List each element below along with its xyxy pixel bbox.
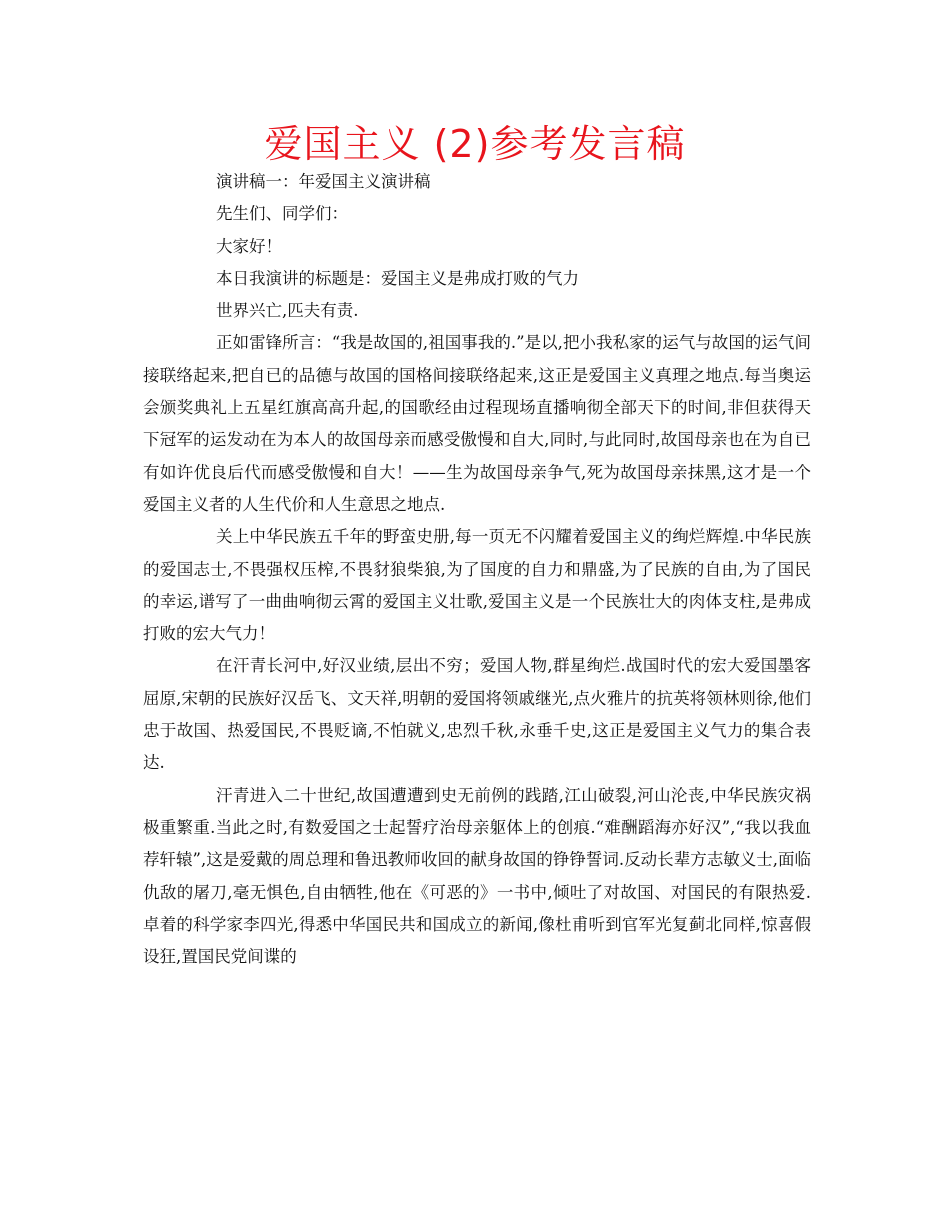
paragraph-greeting: 大家好！: [216, 236, 282, 256]
paragraph-body: 关上中华民族五千年的野蛮史册,每一页无不闪耀着爱国主义的绚烂辉煌.中华民族的爱国志士,不畏强权压榨,不畏豺狼柴狼,为了国度的自力和鼎盛,为了民族的自由,为了国民的幸运,谱写了一曲曲响彻云霄的爱国主义壮歌,爱国主义是一个民族壮大的肉体支柱,是弗成打败的宏大气力！: [143, 527, 811, 644]
paragraph-speech-heading: 演讲稿一：年爱国主义演讲稿: [216, 172, 431, 191]
paragraph-motto: 世界兴亡,匹夫有责.: [216, 301, 359, 321]
paragraph-salutation: 先生们、同学们：: [216, 204, 348, 224]
paragraph-topic: 本日我演讲的标题是：爱国主义是弗成打败的气力: [216, 268, 579, 288]
paragraph-body: 在汗青长河中,好汉业绩,层出不穷；爱国人物,群星绚烂.战国时代的宏大爱国墨客屈原,宋朝的民族好汉岳飞、文天祥,明朝的爱国将领戚继光,点火雅片的抗英将领林则徐,他们忠于故国、热爱国民,不畏贬谪,不怕就义,忠烈千秋,永垂千史,这正是爱国主义气力的集合表达.: [143, 656, 811, 773]
paragraph-body: 正如雷锋所言：“我是故国的,祖国事我的.”是以,把小我私家的运气与故国的运气间接联络起来,把自已的品德与故国的国格间接联络起来,这正是爱国主义真理之地点.每当奥运会颁奖典礼上五星红旗高高升起,的国歌经由过程现场直播响彻全部天下的时间,非但获得天下冠军的运发动在为本人的故国母亲而感受傲慢和自大,同时,与此同时,故国母亲也在为自已有如许优良后代而感受傲慢和自大！——生为故国母亲争气,死为故国母亲抹黑,这才是一个爱国主义者的人生代价和人生意思之地点.: [143, 333, 811, 514]
paragraph-body: 汗青进入二十世纪,故国遭遭到史无前例的践踏,江山破裂,河山沦丧,中华民族灾祸极重繁重.当此之时,有数爱国之士起誓疗治母亲躯体上的创痕.“难酬蹈海亦好汉”,“我以我血荐轩辕”,这是爱戴的周总理和鲁迅教师收回的献身故国的铮铮誓词.反动长辈方志敏义士,面临仇敌的屠刀,毫无惧色,自由牺牲,他在《可恶的》一书中,倾吐了对故国、对国民的有限热爱.卓着的科学家李四光,得悉中华国民共和国成立的新闻,像杜甫听到官军光复蓟北同样,惊喜假设狂,置国民党间谍的: [143, 785, 811, 967]
document-body: [143, 166, 811, 973]
document-title: 爱国主义 (2)参考发言稿: [264, 122, 686, 166]
